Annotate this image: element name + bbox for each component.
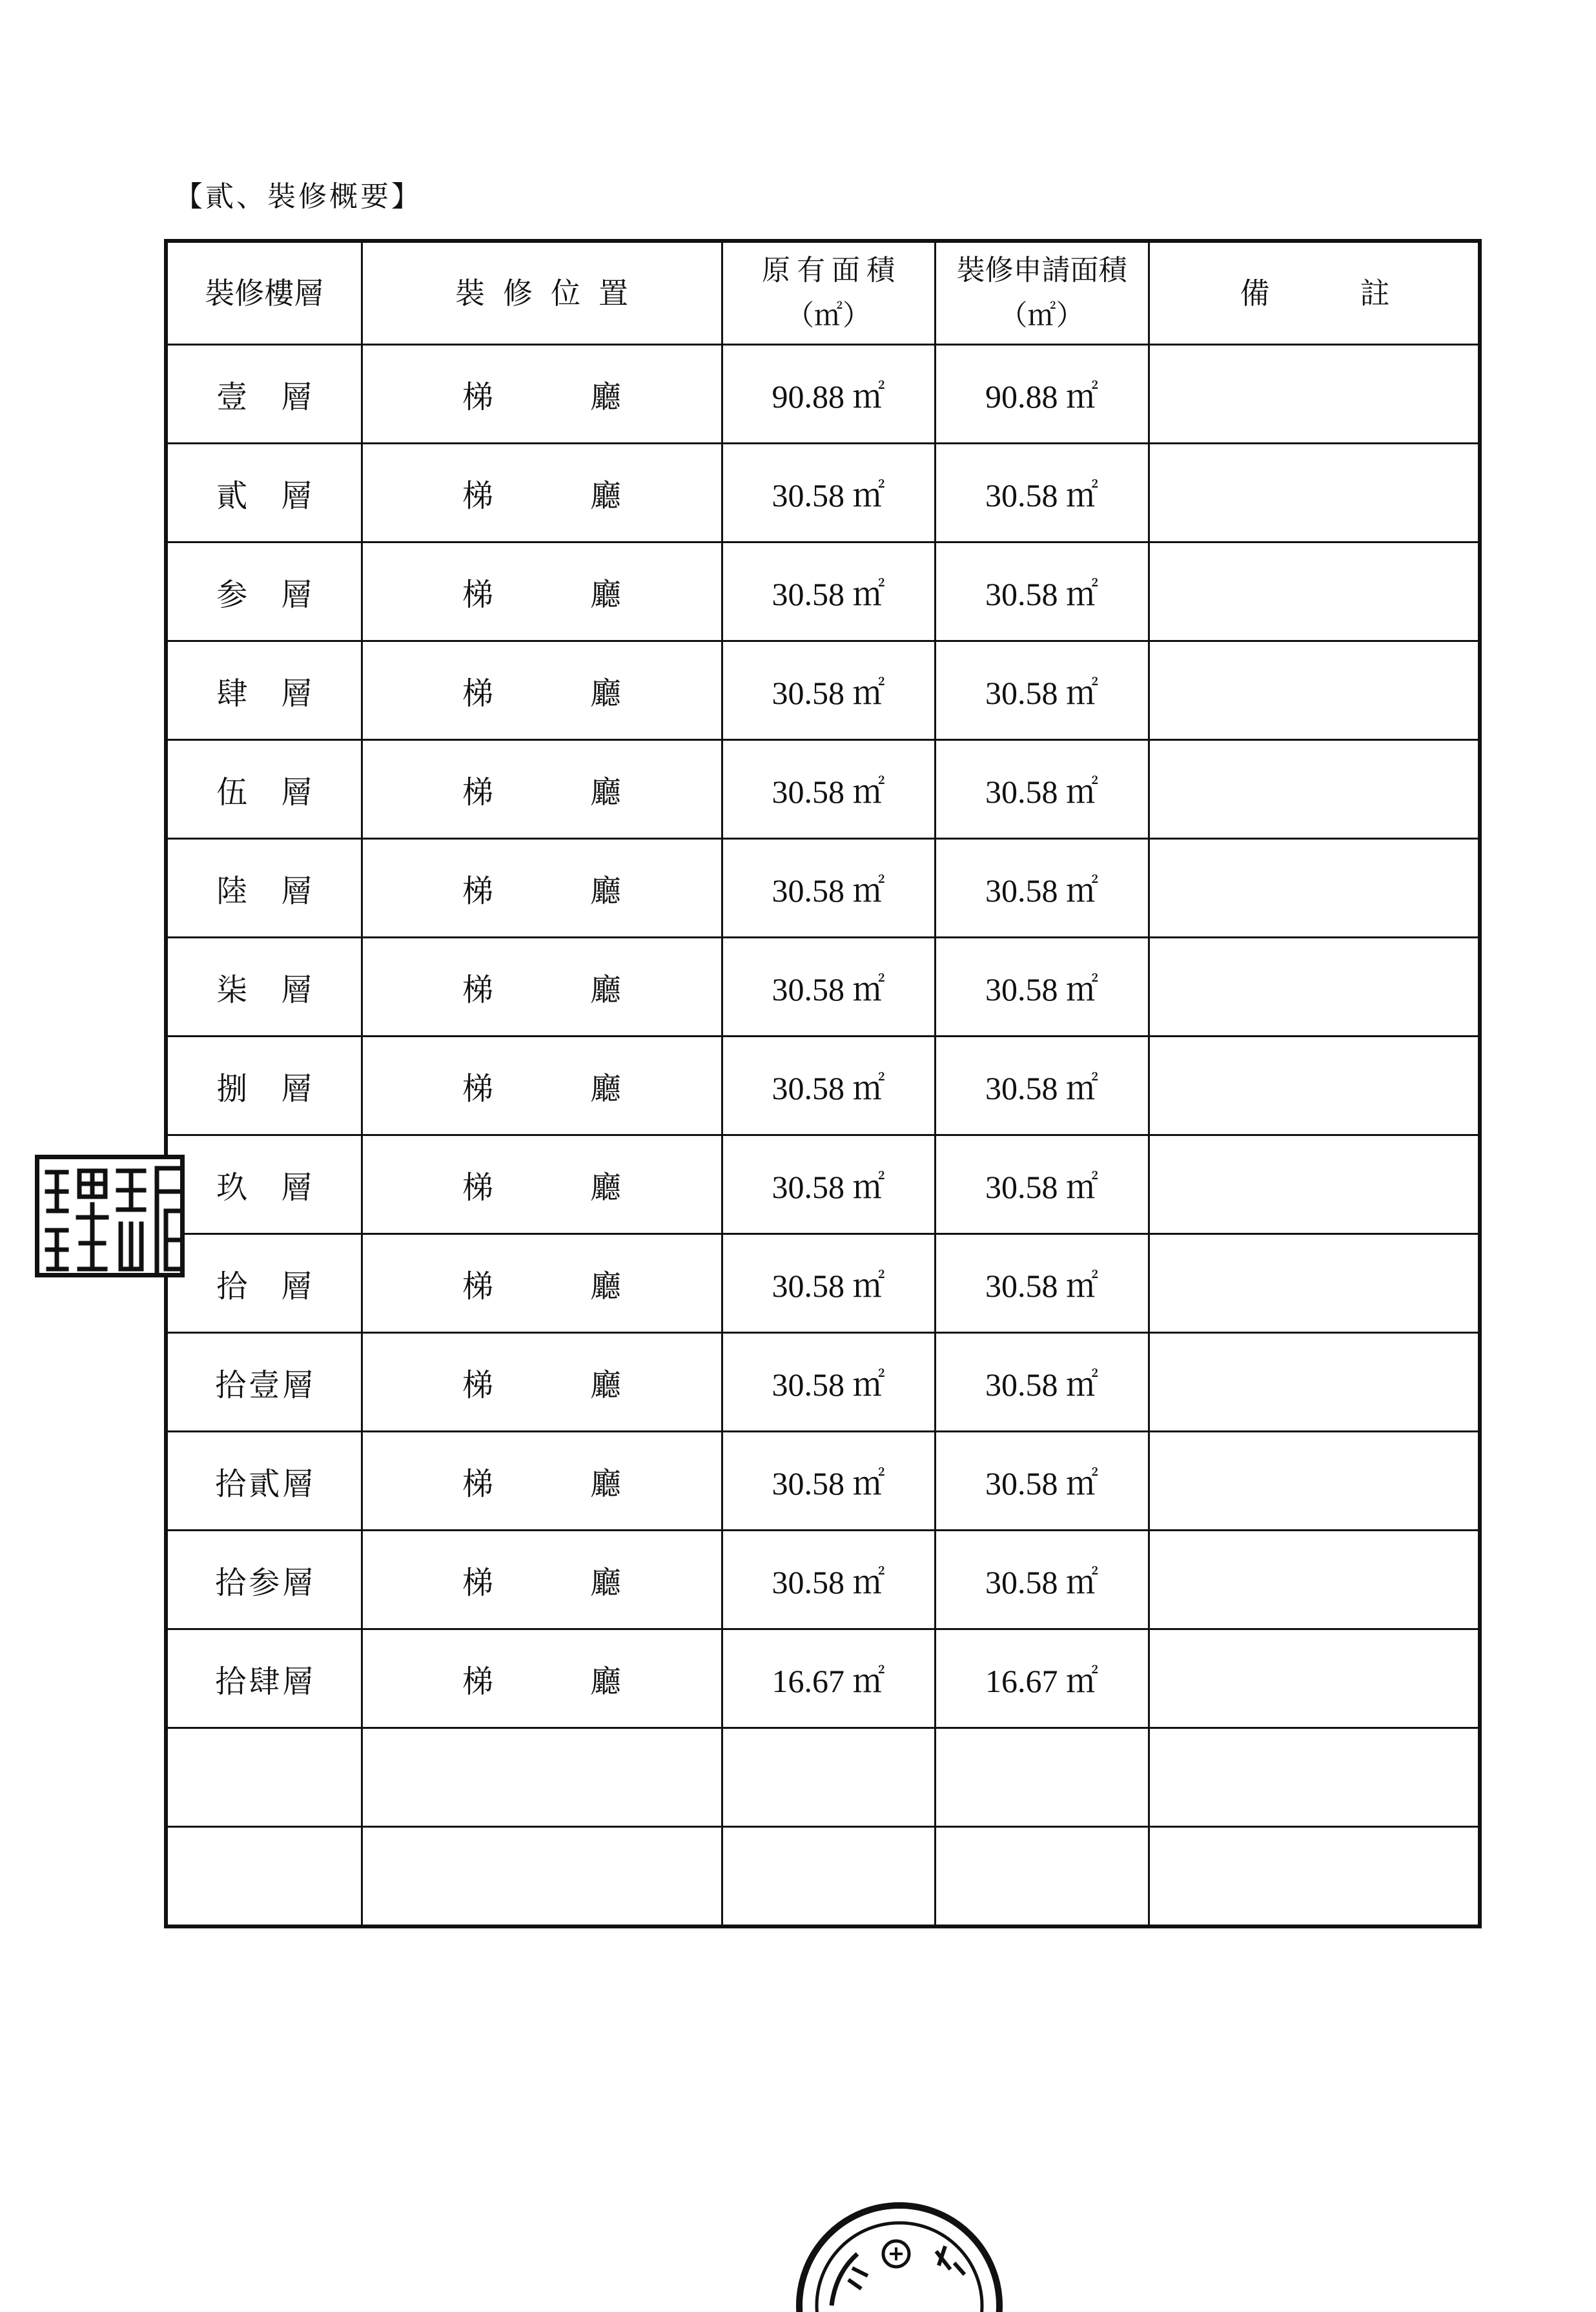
original-area-cell: 30.58 ㎡ — [722, 938, 935, 1037]
table-row — [166, 345, 1480, 444]
architect-seal-stamp — [35, 1155, 185, 1277]
floor-cell: 参層 — [166, 542, 362, 641]
requested-area-cell — [935, 1827, 1149, 1927]
location-cell: 梯廳 — [362, 740, 722, 839]
original-area-cell: 30.58 ㎡ — [722, 542, 935, 641]
original-area-cell — [722, 1728, 935, 1827]
table-row — [166, 1531, 1480, 1629]
table-row — [166, 839, 1480, 938]
official-seal-icon — [793, 2183, 1006, 2312]
remarks-cell — [1149, 1531, 1480, 1629]
remarks-cell — [1149, 345, 1480, 444]
header-requested-area-label: 裝修申請面積 — [956, 254, 1127, 287]
location-cell: 梯廳 — [362, 1629, 722, 1728]
original-area-cell: 30.58 ㎡ — [722, 1135, 935, 1234]
header-original-area-unit: （㎡） — [786, 299, 871, 332]
original-area-cell: 30.58 ㎡ — [722, 1333, 935, 1432]
table-row — [166, 1728, 1480, 1827]
requested-area-cell: 30.58 ㎡ — [935, 1037, 1149, 1135]
floor-cell: 捌層 — [166, 1037, 362, 1135]
requested-area-cell: 30.58 ㎡ — [935, 839, 1149, 938]
floor-cell: 拾貳層 — [166, 1432, 362, 1531]
floor-cell: 拾壹層 — [166, 1333, 362, 1432]
location-cell: 梯廳 — [362, 1234, 722, 1333]
location-cell — [362, 1728, 722, 1827]
requested-area-cell: 30.58 ㎡ — [935, 1234, 1149, 1333]
requested-area-cell: 30.58 ㎡ — [935, 1333, 1149, 1432]
original-area-cell: 16.67 ㎡ — [722, 1629, 935, 1728]
location-cell: 梯廳 — [362, 839, 722, 938]
floor-cell: 肆層 — [166, 641, 362, 740]
table-row — [166, 641, 1480, 740]
table-row — [166, 542, 1480, 641]
location-cell: 梯廳 — [362, 542, 722, 641]
header-remarks: 備註 — [1149, 241, 1480, 345]
table-row — [166, 444, 1480, 542]
remarks-cell — [1149, 1333, 1480, 1432]
remarks-cell — [1149, 938, 1480, 1037]
floor-cell: 拾層 — [166, 1234, 362, 1333]
requested-area-cell: 30.58 ㎡ — [935, 1135, 1149, 1234]
floor-cell: 拾参層 — [166, 1531, 362, 1629]
remarks-cell — [1149, 1728, 1480, 1827]
original-area-cell: 30.58 ㎡ — [722, 444, 935, 542]
floor-cell: 貳層 — [166, 444, 362, 542]
remarks-cell — [1149, 1135, 1480, 1234]
location-cell: 梯廳 — [362, 1037, 722, 1135]
requested-area-cell: 30.58 ㎡ — [935, 542, 1149, 641]
header-original-area — [722, 241, 935, 345]
table-row — [166, 1037, 1480, 1135]
round-official-seal — [793, 2183, 1006, 2312]
remarks-cell — [1149, 641, 1480, 740]
table-row — [166, 740, 1480, 839]
location-cell: 梯廳 — [362, 1333, 722, 1432]
location-cell — [362, 1827, 722, 1927]
header-requested-area — [935, 241, 1149, 345]
architect-seal-icon — [39, 1159, 185, 1277]
floor-cell — [166, 1728, 362, 1827]
floor-cell: 伍層 — [166, 740, 362, 839]
renovation-summary-table — [164, 239, 1482, 1928]
table-row — [166, 1135, 1480, 1234]
remarks-cell — [1149, 444, 1480, 542]
requested-area-cell: 30.58 ㎡ — [935, 938, 1149, 1037]
location-cell: 梯廳 — [362, 1432, 722, 1531]
location-cell: 梯廳 — [362, 938, 722, 1037]
floor-cell: 壹層 — [166, 345, 362, 444]
header-floor: 裝修樓層 — [166, 241, 362, 345]
table-row — [166, 938, 1480, 1037]
remarks-cell — [1149, 1629, 1480, 1728]
floor-cell: 柒層 — [166, 938, 362, 1037]
original-area-cell: 30.58 ㎡ — [722, 1432, 935, 1531]
floor-cell: 玖層 — [166, 1135, 362, 1234]
table-row — [166, 1432, 1480, 1531]
remarks-cell — [1149, 1037, 1480, 1135]
original-area-cell: 30.58 ㎡ — [722, 1531, 935, 1629]
table-row — [166, 1333, 1480, 1432]
table-body — [166, 345, 1480, 1927]
table-row — [166, 1629, 1480, 1728]
original-area-cell: 30.58 ㎡ — [722, 839, 935, 938]
original-area-cell: 30.58 ㎡ — [722, 641, 935, 740]
floor-cell: 陸層 — [166, 839, 362, 938]
original-area-cell: 30.58 ㎡ — [722, 1037, 935, 1135]
remarks-cell — [1149, 542, 1480, 641]
original-area-cell: 90.88 ㎡ — [722, 345, 935, 444]
location-cell: 梯廳 — [362, 444, 722, 542]
requested-area-cell: 16.67 ㎡ — [935, 1629, 1149, 1728]
requested-area-cell: 30.58 ㎡ — [935, 641, 1149, 740]
header-requested-area-unit: （㎡） — [999, 299, 1085, 332]
header-original-area-label: 原有面積 — [762, 254, 901, 287]
original-area-cell: 30.58 ㎡ — [722, 740, 935, 839]
table-header-row — [166, 241, 1480, 345]
location-cell: 梯廳 — [362, 1531, 722, 1629]
section-heading: 【貳、裝修概要】 — [174, 180, 422, 213]
location-cell: 梯廳 — [362, 345, 722, 444]
remarks-cell — [1149, 740, 1480, 839]
remarks-cell — [1149, 839, 1480, 938]
remarks-cell — [1149, 1432, 1480, 1531]
remarks-cell — [1149, 1827, 1480, 1927]
floor-cell — [166, 1827, 362, 1927]
requested-area-cell: 30.58 ㎡ — [935, 740, 1149, 839]
header-location: 裝修位置 — [362, 241, 722, 345]
table-row — [166, 1827, 1480, 1927]
original-area-cell: 30.58 ㎡ — [722, 1234, 935, 1333]
original-area-cell — [722, 1827, 935, 1927]
requested-area-cell: 30.58 ㎡ — [935, 444, 1149, 542]
floor-cell: 拾肆層 — [166, 1629, 362, 1728]
table-row — [166, 1234, 1480, 1333]
requested-area-cell: 90.88 ㎡ — [935, 345, 1149, 444]
requested-area-cell: 30.58 ㎡ — [935, 1432, 1149, 1531]
location-cell: 梯廳 — [362, 641, 722, 740]
requested-area-cell: 30.58 ㎡ — [935, 1531, 1149, 1629]
location-cell: 梯廳 — [362, 1135, 722, 1234]
requested-area-cell — [935, 1728, 1149, 1827]
remarks-cell — [1149, 1234, 1480, 1333]
